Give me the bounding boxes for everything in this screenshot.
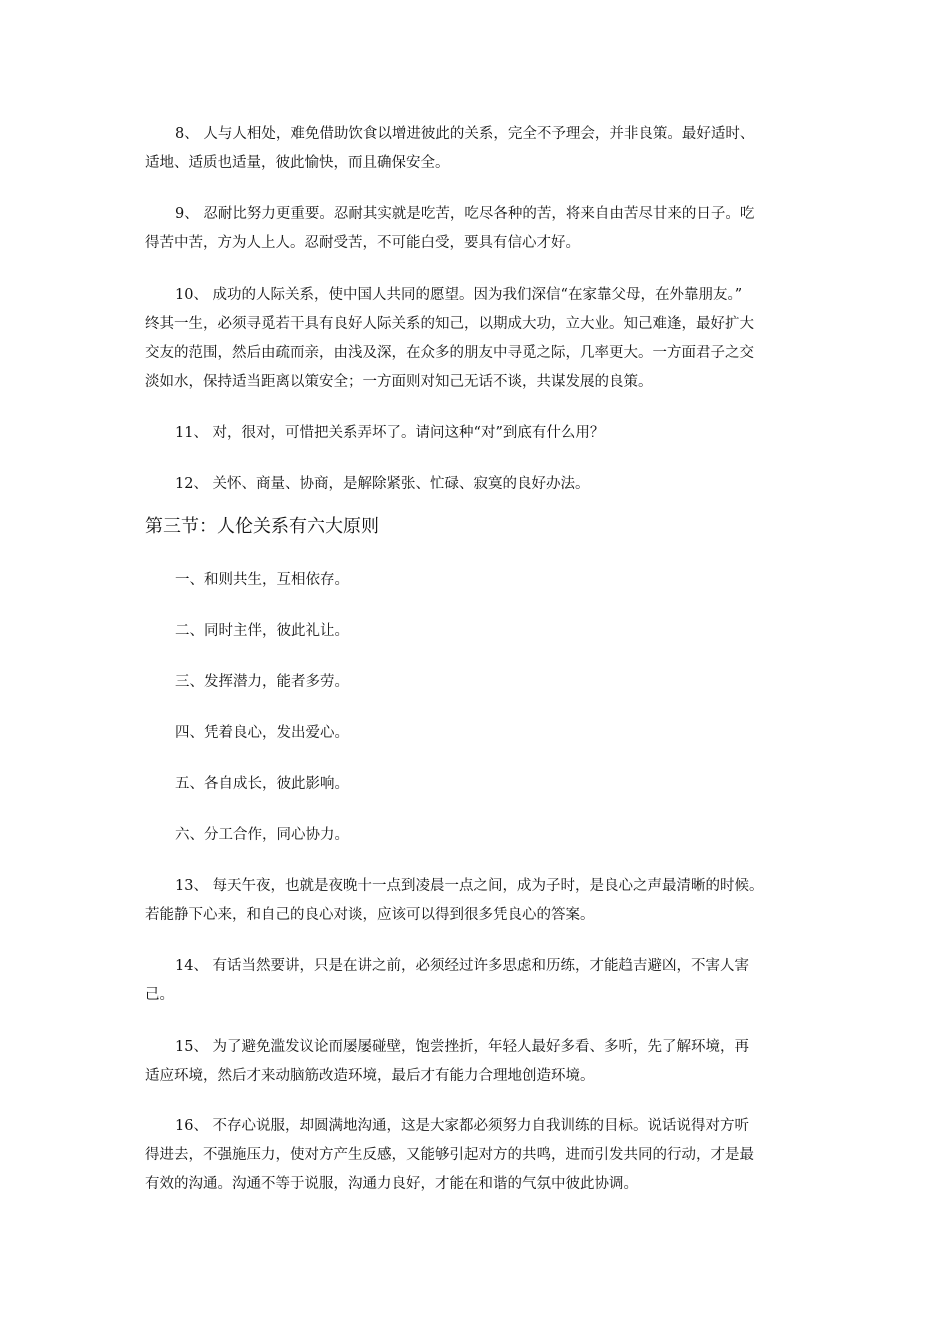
paragraph-11 — [145, 419, 810, 448]
paragraph-line: 11、 对，很对，可惜把关系弄坏了。请问这种“对”到底有什么用？ — [175, 425, 605, 441]
paragraph-line: 10、 成功的人际关系，使中国人共同的愿望。因为我们深信“在家靠父母，在外靠朋友。” — [175, 287, 743, 303]
paragraph-8 — [145, 120, 810, 178]
paragraph-line: 得苦中苦，方为人上人。忍耐受苦，不可能白受，要具有信心才好。 — [145, 235, 580, 251]
paragraph-15 — [145, 1033, 810, 1091]
paragraph-line: 终其一生，必须寻觅若干具有良好人际关系的知己，以期成大功，立大业。知己难逢，最好扩大 — [145, 316, 754, 332]
paragraph-10 — [145, 281, 810, 397]
paragraph-12 — [145, 470, 810, 499]
paragraph-13 — [145, 872, 810, 930]
paragraph-line: 淡如水，保持适当距离以策安全；一方面则对知己无话不谈，共谋发展的良策。 — [145, 374, 653, 390]
principle-item: 六、分工合作，同心协力。 — [175, 827, 349, 843]
paragraph-line: 交友的范围，然后由疏而亲，由浅及深，在众多的朋友中寻觅之际，几率更大。一方面君子之交 — [145, 345, 754, 361]
paragraph-line: 己。 — [145, 987, 174, 1003]
principle-item: 三、发挥潜力，能者多劳。 — [175, 674, 349, 690]
paragraph-line: 适地、适质也适量，彼此愉快，而且确保安全。 — [145, 155, 450, 171]
paragraph-line: 9、 忍耐比努力更重要。忍耐其实就是吃苦，吃尽各种的苦，将来自由苦尽甘来的日子。吃 — [175, 206, 755, 222]
paragraph-14 — [145, 952, 810, 1010]
principle-item: 二、同时主伴，彼此礼让。 — [175, 623, 349, 639]
paragraph-line: 13、 每天午夜，也就是夜晚十一点到凌晨一点之间，成为子时，是良心之声最清晰的时候。 — [175, 878, 764, 894]
paragraph-line: 14、 有话当然要讲，只是在讲之前，必须经过许多思虑和历练，才能趋吉避凶，不害人害 — [175, 958, 750, 974]
paragraph-line: 适应环境，然后才来动脑筋改造环境，最后才有能力合理地创造环境。 — [145, 1068, 595, 1084]
paragraph-line: 16、 不存心说服，却圆满地沟通，这是大家都必须努力自我训练的目标。说话说得对方听 — [175, 1118, 750, 1134]
paragraph-9 — [145, 200, 810, 258]
principle-item: 四、凭着良心，发出爱心。 — [175, 725, 349, 741]
paragraph-line: 有效的沟通。沟通不等于说服，沟通力良好，才能在和谐的气氛中彼此协调。 — [145, 1176, 638, 1192]
principle-item: 一、和则共生，互相依存。 — [175, 572, 349, 588]
paragraph-line: 12、 关怀、商量、协商，是解除紧张、忙碌、寂寞的良好办法。 — [175, 476, 590, 492]
paragraph-16 — [145, 1112, 810, 1199]
principle-item: 五、各自成长，彼此影响。 — [175, 776, 349, 792]
paragraph-line: 8、 人与人相处，难免借助饮食以增进彼此的关系，完全不予理会，并非良策。最好适时、 — [175, 126, 755, 142]
paragraph-line: 15、 为了避免滥发议论而屡屡碰壁，饱尝挫折，年轻人最好多看、多听，先了解环境，再 — [175, 1039, 750, 1055]
section-heading: 第三节：人伦关系有六大原则 — [145, 516, 379, 537]
paragraph-line: 得进去，不强施压力，使对方产生反感，又能够引起对方的共鸣，进而引发共同的行动，才是最 — [145, 1147, 754, 1163]
paragraph-line: 若能静下心来，和自己的良心对谈，应该可以得到很多凭良心的答案。 — [145, 907, 595, 923]
